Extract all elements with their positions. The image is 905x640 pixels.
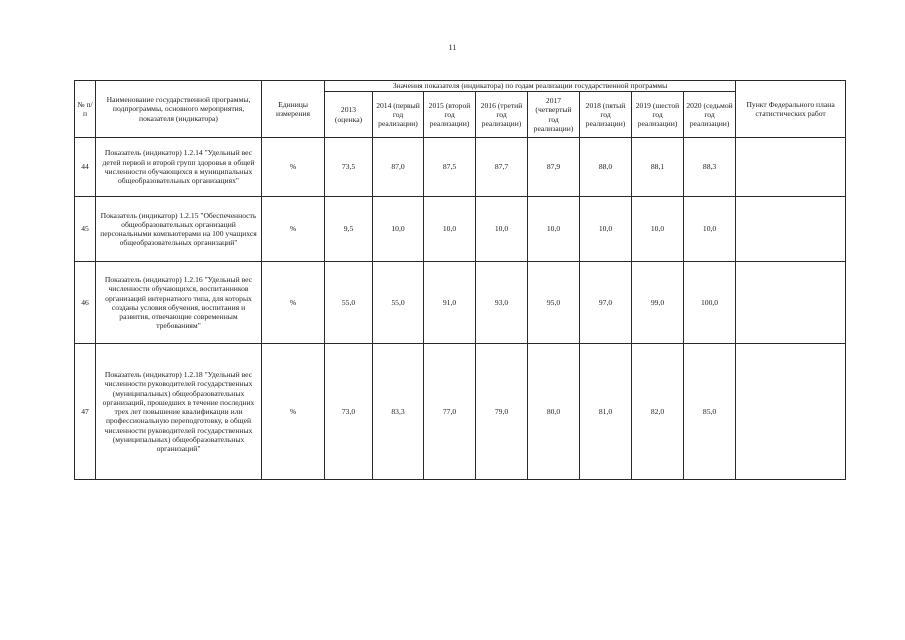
- row-num: 44: [75, 138, 96, 197]
- row-plan: [736, 196, 846, 262]
- row-unit: %: [262, 138, 325, 197]
- row-unit: %: [262, 196, 325, 262]
- row-value: 55,0: [325, 262, 373, 344]
- indicators-table: [74, 80, 846, 480]
- page-number: 11: [448, 43, 457, 52]
- row-name: Показатель (индикатор) 1.2.14 "Удельный вес детей первой и второй групп здоровья в общей численности обучающихся в муниципальных общеобразовательных организациях": [96, 138, 262, 197]
- row-value: 88,3: [684, 138, 736, 197]
- row-value: 100,0: [684, 262, 736, 344]
- header-num: № п/п: [75, 81, 96, 138]
- row-value: 88,0: [580, 138, 632, 197]
- header-year: 2020 (седьмой год реализации): [684, 92, 736, 138]
- row-value: 73,5: [325, 138, 373, 197]
- table-row: [75, 196, 846, 262]
- table-row: [75, 344, 846, 480]
- row-name: Показатель (индикатор) 1.2.18 "Удельный вес численности руководителей государственных (муниципальных) общеобразовательных организаций, прошедших в течение последних трех лет повышение квалификации или профессиональную переподготовку, в общей численности руководителей государственных (муниципальных) общеобразовательных организаций": [96, 344, 262, 480]
- row-num: 47: [75, 344, 96, 480]
- row-value: 10,0: [684, 196, 736, 262]
- row-value: 85,0: [684, 344, 736, 480]
- row-value: 87,9: [528, 138, 580, 197]
- row-value: 97,0: [580, 262, 632, 344]
- row-plan: [736, 262, 846, 344]
- table-row: [75, 138, 846, 197]
- row-value: 87,0: [373, 138, 424, 197]
- header-unit: Единицы измерения: [262, 81, 325, 138]
- row-value: 82,0: [632, 344, 684, 480]
- row-value: 83,3: [373, 344, 424, 480]
- row-value: 10,0: [476, 196, 528, 262]
- row-value: 87,5: [424, 138, 476, 197]
- header-values-group: Значения показателя (индикатора) по годам реализации государственной программы: [325, 81, 736, 92]
- table-header: [75, 81, 846, 138]
- row-value: 10,0: [632, 196, 684, 262]
- row-value: 9,5: [325, 196, 373, 262]
- header-year: 2013 (оценка): [325, 92, 373, 138]
- row-value: 10,0: [580, 196, 632, 262]
- row-value: 10,0: [424, 196, 476, 262]
- header-year: 2014 (первый год реализации): [373, 92, 424, 138]
- header-year: 2018 (пятый год реализации): [580, 92, 632, 138]
- row-value: 55,0: [373, 262, 424, 344]
- header-name: Наименование государственной программы, подпрограммы, основного мероприятия, показателя (индикатора): [96, 81, 262, 138]
- row-num: 45: [75, 196, 96, 262]
- row-value: 93,0: [476, 262, 528, 344]
- row-num: 46: [75, 262, 96, 344]
- header-federal-plan: Пункт Федерального плана статистических работ: [736, 81, 846, 138]
- row-value: 79,0: [476, 344, 528, 480]
- row-unit: %: [262, 344, 325, 480]
- row-value: 99,0: [632, 262, 684, 344]
- row-plan: [736, 344, 846, 480]
- row-value: 10,0: [373, 196, 424, 262]
- row-value: 80,0: [528, 344, 580, 480]
- header-year: 2016 (третий год реализации): [476, 92, 528, 138]
- row-plan: [736, 138, 846, 197]
- row-value: 73,0: [325, 344, 373, 480]
- row-value: 10,0: [528, 196, 580, 262]
- row-name: Показатель (индикатор) 1.2.16 "Удельный вес численности обучающихся, воспитанников организаций интернатного типа, для которых созданы условия обучения, воспитания и развития, отвечающие современным требованиям": [96, 262, 262, 344]
- table-row: [75, 262, 846, 344]
- row-value: 88,1: [632, 138, 684, 197]
- header-year: 2019 (шестой год реализации): [632, 92, 684, 138]
- row-name: Показатель (индикатор) 1.2.15 "Обеспеченность общеобразовательных организаций персональными компьютерами на 100 учащихся общеобразовательных организаций": [96, 196, 262, 262]
- header-year: 2017 (четвертый год реализации): [528, 92, 580, 138]
- row-value: 87,7: [476, 138, 528, 197]
- row-value: 81,0: [580, 344, 632, 480]
- header-year: 2015 (второй год реализации): [424, 92, 476, 138]
- row-value: 95,0: [528, 262, 580, 344]
- row-value: 91,0: [424, 262, 476, 344]
- header-row-top: [75, 81, 846, 92]
- row-unit: %: [262, 262, 325, 344]
- row-value: 77,0: [424, 344, 476, 480]
- table-body: [75, 138, 846, 480]
